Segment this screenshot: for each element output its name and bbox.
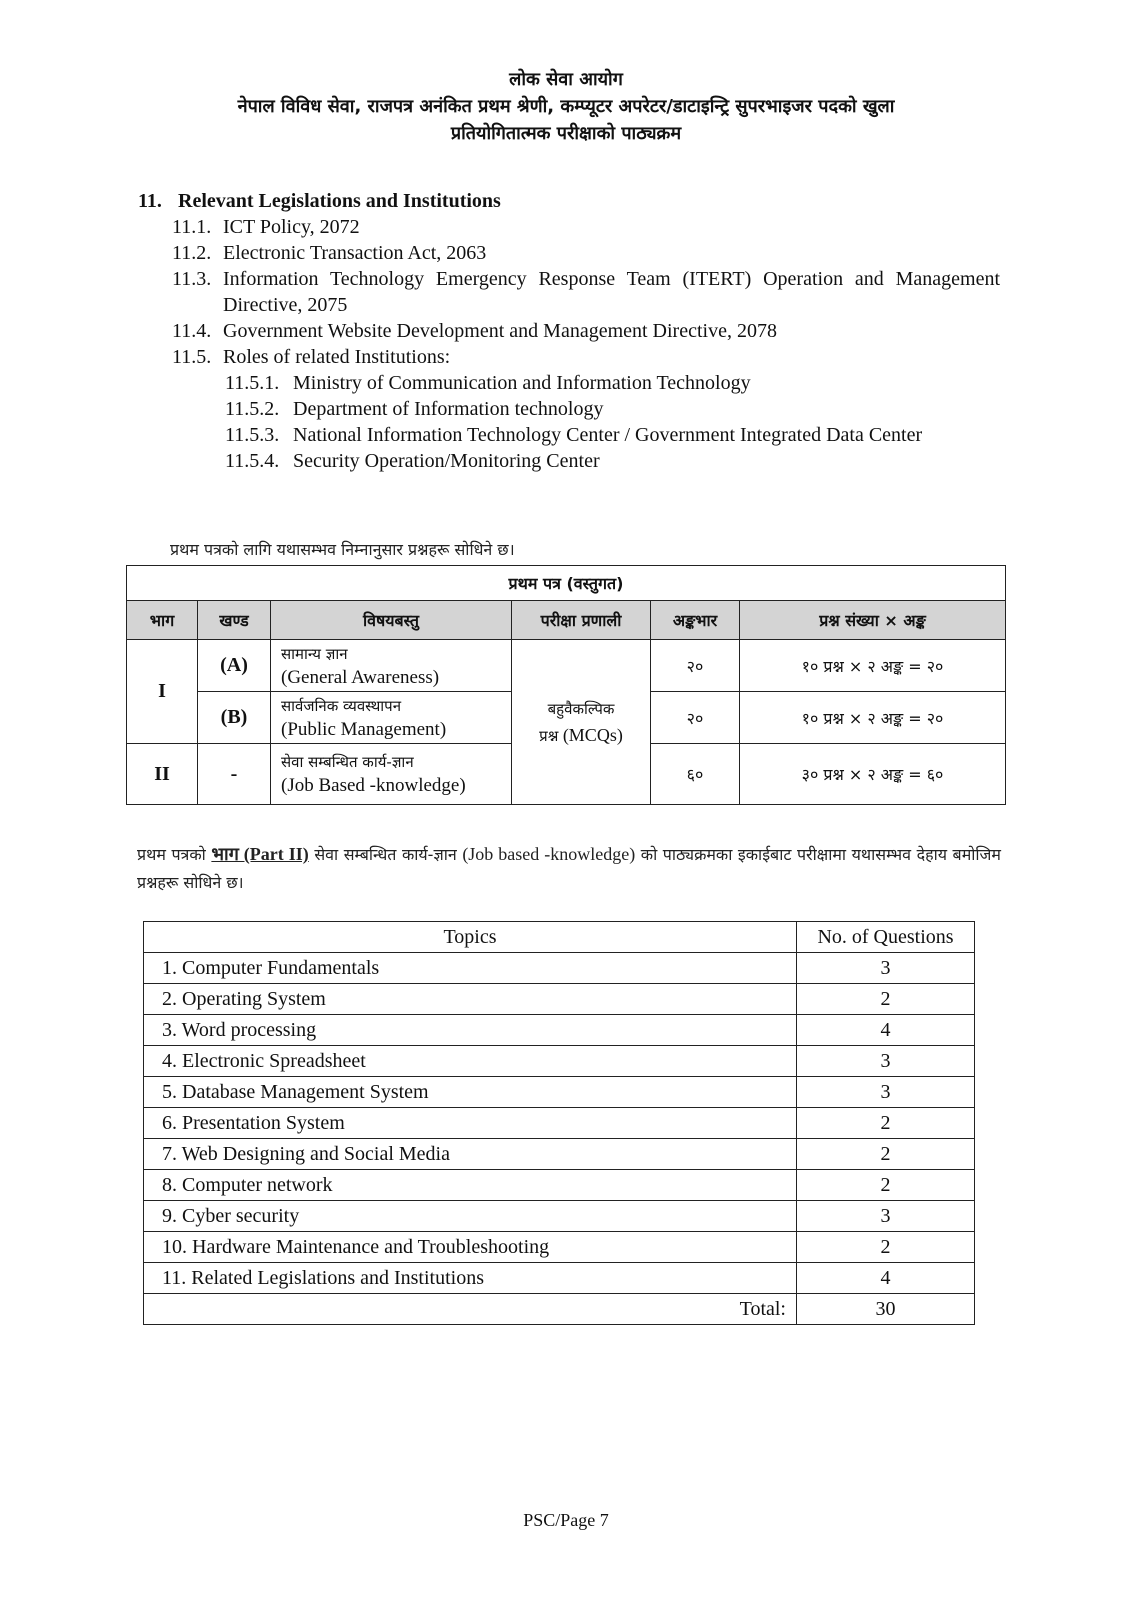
part-cell: II xyxy=(127,744,198,805)
part-ii-note xyxy=(137,840,1001,897)
marks-cell: २० xyxy=(651,692,740,744)
section-cell: (B) xyxy=(198,692,271,744)
table-row xyxy=(144,1015,975,1046)
item-text: ICT Policy, 2072 xyxy=(223,216,360,238)
item-number: 11.1. xyxy=(172,216,212,238)
topic-cell: 6. Presentation System xyxy=(144,1108,797,1139)
item-number: 11.5.4. xyxy=(225,450,280,472)
item-number: 11.2. xyxy=(172,242,212,264)
section-11 xyxy=(138,188,1000,474)
table-row xyxy=(144,1263,975,1294)
item-number: 11.5. xyxy=(172,346,212,368)
header-method: परीक्षा प्रणाली xyxy=(512,601,651,640)
method-cell xyxy=(512,640,651,805)
item-number: 11.5.3. xyxy=(225,424,280,446)
document-header xyxy=(0,66,1132,147)
topic-cell: 7. Web Designing and Social Media xyxy=(144,1139,797,1170)
subject-np: सामान्य ज्ञान xyxy=(281,644,348,663)
total-label: Total: xyxy=(144,1294,797,1325)
section-cell: - xyxy=(198,744,271,805)
method-np-2: प्रश्न xyxy=(539,727,559,745)
part-cell: I xyxy=(127,640,198,744)
topic-cell: 2. Operating System xyxy=(144,984,797,1015)
header-line-1: लोक सेवा आयोग xyxy=(509,69,623,90)
table-row xyxy=(127,640,1006,692)
table-row xyxy=(144,1201,975,1232)
topic-cell: 8. Computer network xyxy=(144,1170,797,1201)
count-cell: 2 xyxy=(797,984,975,1015)
section-title-text: Relevant Legislations and Institutions xyxy=(178,190,501,212)
table-header-row xyxy=(144,922,975,953)
item-text: Ministry of Communication and Information Technology xyxy=(293,372,751,394)
subject-cell xyxy=(271,640,512,692)
item-number: 11.4. xyxy=(172,320,212,342)
header-part: भाग xyxy=(127,601,198,640)
header-subject: विषयबस्तु xyxy=(271,601,512,640)
section-number: 11. xyxy=(138,190,162,212)
sub-list-item xyxy=(138,396,1000,422)
topic-cell: 5. Database Management System xyxy=(144,1077,797,1108)
header-line-3: प्रतियोगितात्मक परीक्षाको पाठ्यक्रम xyxy=(450,123,682,144)
list-item xyxy=(138,344,1000,370)
item-text: Department of Information technology xyxy=(293,398,604,420)
section-title xyxy=(138,188,1000,214)
count-cell: 2 xyxy=(797,1139,975,1170)
topic-cell: 1. Computer Fundamentals xyxy=(144,953,797,984)
topic-cell: 10. Hardware Maintenance and Troubleshooting xyxy=(144,1232,797,1263)
topic-cell: 9. Cyber security xyxy=(144,1201,797,1232)
count-cell: 3 xyxy=(797,1077,975,1108)
header-topics: Topics xyxy=(144,922,797,953)
count-cell: 3 xyxy=(797,1201,975,1232)
list-item xyxy=(138,214,1000,240)
count-cell: 3 xyxy=(797,1046,975,1077)
calc-cell: ३० प्रश्न × २ अङ्क = ६० xyxy=(740,744,1006,805)
subject-np: सार्वजनिक व्यवस्थापन xyxy=(281,696,402,715)
item-number: 11.5.2. xyxy=(225,398,280,420)
sub-list-item xyxy=(138,448,1000,474)
item-text: Security Operation/Monitoring Center xyxy=(293,450,600,472)
subject-np: सेवा सम्बन्धित कार्य-ज्ञान xyxy=(281,753,414,771)
header-section: खण्ड xyxy=(198,601,271,640)
count-cell: 4 xyxy=(797,1263,975,1294)
calc-cell: १० प्रश्न × २ अङ्क = २० xyxy=(740,640,1006,692)
table-header-row xyxy=(127,601,1006,640)
method-en: (MCQs) xyxy=(562,725,623,745)
note-bold: भाग (Part II) xyxy=(211,844,309,864)
total-value: 30 xyxy=(797,1294,975,1325)
table-row xyxy=(144,1108,975,1139)
marks-cell: ६० xyxy=(651,744,740,805)
topics-table xyxy=(143,921,975,1325)
subject-cell xyxy=(271,692,512,744)
method-np: बहुवैकल्पिक xyxy=(547,700,615,718)
paper-structure-table xyxy=(126,565,1006,805)
list-item xyxy=(138,318,1000,344)
topic-cell: 4. Electronic Spreadsheet xyxy=(144,1046,797,1077)
item-number: 11.3. xyxy=(172,268,212,290)
count-cell: 2 xyxy=(797,1232,975,1263)
note-text: सेवा सम्बन्धित कार्य-ज्ञान xyxy=(314,845,457,864)
total-row xyxy=(144,1294,975,1325)
sub-list-item xyxy=(138,370,1000,396)
item-text: Government Website Development and Management Directive, 2078 xyxy=(223,320,777,342)
table-caption: प्रथम पत्र (वस्तुगत) xyxy=(127,566,1006,601)
table-row xyxy=(144,1046,975,1077)
item-text: National Information Technology Center / Government Integrated Data Center xyxy=(293,424,923,446)
header-line-2: नेपाल विविध सेवा, राजपत्र अनंकित प्रथम श्रेणी, कम्प्यूटर अपरेटर/डाटाइन्ट्रि सुपरभाइजर पदको खुला xyxy=(237,96,895,117)
header-questions: No. of Questions xyxy=(797,922,975,953)
item-text: Electronic Transaction Act, 2063 xyxy=(223,242,487,264)
table-row xyxy=(144,953,975,984)
paper-note: प्रथम पत्रको लागि यथासम्भव निम्नानुसार प्रश्नहरू सोधिने छ। xyxy=(170,540,515,559)
note-text: को पाठ्यक्रमका इकाईबाट परीक्षामा यथासम्भव देहाय बमोजिम प्रश्नहरू सोधिने छ। xyxy=(137,845,1001,892)
count-cell: 3 xyxy=(797,953,975,984)
calc-cell: १० प्रश्न × २ अङ्क = २० xyxy=(740,692,1006,744)
topic-cell: 11. Related Legislations and Institutions xyxy=(144,1263,797,1294)
list-item xyxy=(138,266,1000,318)
section-cell: (A) xyxy=(198,640,271,692)
table-row xyxy=(144,984,975,1015)
list-item xyxy=(138,240,1000,266)
header-marks: अङ्कभार xyxy=(651,601,740,640)
subject-cell xyxy=(271,744,512,805)
sub-list-item xyxy=(138,422,1000,448)
table-row xyxy=(144,1232,975,1263)
table-row xyxy=(144,1170,975,1201)
count-cell: 2 xyxy=(797,1170,975,1201)
item-text: Roles of related Institutions: xyxy=(223,346,451,368)
item-number: 11.5.1. xyxy=(225,372,280,394)
marks-cell: २० xyxy=(651,640,740,692)
count-cell: 2 xyxy=(797,1108,975,1139)
topic-cell: 3. Word processing xyxy=(144,1015,797,1046)
subject-en: (Job Based -knowledge) xyxy=(281,775,466,796)
table-row xyxy=(144,1077,975,1108)
page-footer: PSC/Page 7 xyxy=(523,1510,609,1530)
item-text: Information Technology Emergency Response Team (ITERT) Operation and Management Directive, 2075 xyxy=(223,268,1000,316)
subject-en: (Public Management) xyxy=(281,718,447,740)
table-row xyxy=(144,1139,975,1170)
header-calc: प्रश्न संख्या × अङ्क xyxy=(740,601,1006,640)
subject-en: (General Awareness) xyxy=(281,666,440,688)
note-english: (Job based -knowledge) xyxy=(462,844,636,864)
count-cell: 4 xyxy=(797,1015,975,1046)
note-text: प्रथम पत्रको xyxy=(137,845,206,864)
